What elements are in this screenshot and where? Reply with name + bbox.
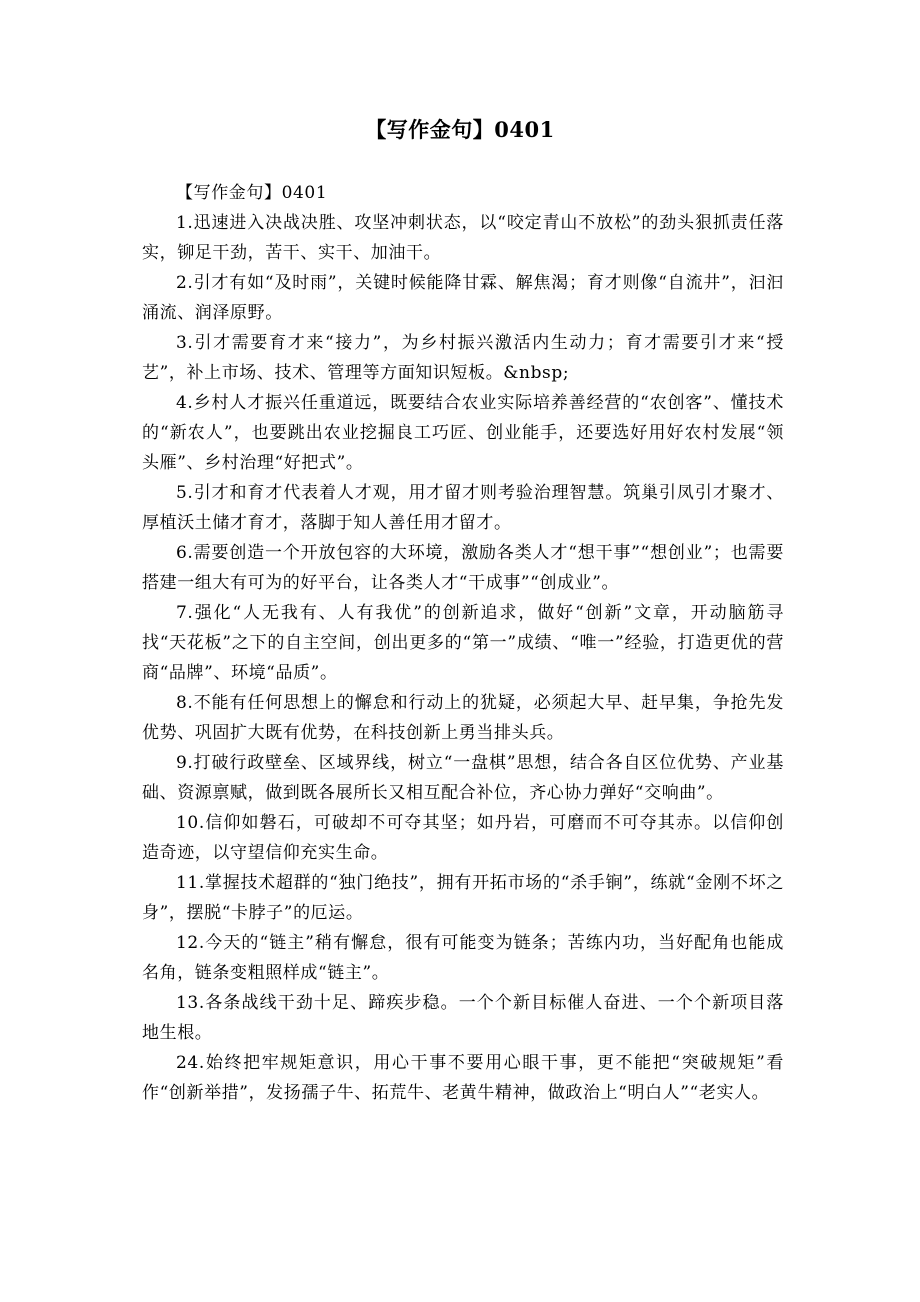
list-item: 2.引才有如“及时雨”，关键时候能降甘霖、解焦渴；育才则像“自流井”，汩汩涌流、润泽原野。 [142, 273, 784, 323]
list-item: 12.今天的“链主”稍有懈怠，很有可能变为链条；苦练内功，当好配角也能成名角，链条变粗照样成“链主”。 [142, 933, 784, 983]
list-item: 24.始终把牢规矩意识，用心干事不要用心眼干事，更不能把“突破规矩”看作“创新举措”，发扬孺子牛、拓荒牛、老黄牛精神，做政治上“明白人”“老实人。 [142, 1053, 784, 1103]
list-item: 4.乡村人才振兴任重道远，既要结合农业实际培养善经营的“农创客”、懂技术的“新农人”，也要跳出农业挖掘良工巧匠、创业能手，还要选好用好农村发展“领头雁”、乡村治理“好把式”。 [142, 393, 784, 473]
list-item: 8.不能有任何思想上的懈怠和行动上的犹疑，必须起大早、赶早集，争抢先发优势、巩固扩大既有优势，在科技创新上勇当排头兵。 [142, 693, 784, 743]
list-item: 5.引才和育才代表着人才观，用才留才则考验治理智慧。筑巢引凤引才聚才、厚植沃土储才育才，落脚于知人善任用才留才。 [142, 483, 784, 533]
list-item: 10.信仰如磐石，可破却不可夺其坚；如丹岩，可磨而不可夺其赤。以信仰创造奇迹，以守望信仰充实生命。 [142, 813, 784, 863]
list-item: 13.各条战线干劲十足、蹄疾步稳。一个个新目标催人奋进、一个个新项目落地生根。 [142, 993, 784, 1043]
list-item: 6.需要创造一个开放包容的大环境，激励各类人才“想干事”“想创业”；也需要搭建一组大有可为的好平台，让各类人才“干成事”“创成业”。 [142, 543, 784, 593]
page-title: 【写作金句】0401 [365, 117, 555, 142]
list-item: 11.掌握技术超群的“独门绝技”，拥有开拓市场的“杀手锏”，练就“金刚不坏之身”，摆脱“卡脖子”的厄运。 [142, 873, 784, 923]
list-item: 1.迅速进入决战决胜、攻坚冲刺状态，以“咬定青山不放松”的劲头狠抓责任落实，铆足干劲，苦干、实干、加油干。 [142, 213, 784, 263]
document-body [142, 178, 784, 1108]
list-item: 7.强化“人无我有、人有我优”的创新追求，做好“创新”文章，开动脑筋寻找“天花板”之下的自主空间，创出更多的“第一”成绩、“唯一”经验，打造更优的营商“品牌”、环境“品质”。 [142, 603, 784, 683]
list-item: 3.引才需要育才来“接力”，为乡村振兴激活内生动力；育才需要引才来“授艺”，补上市场、技术、管理等方面知识短板。&nbsp; [142, 333, 784, 383]
list-item: 9.打破行政壁垒、区域界线，树立“一盘棋”思想，结合各自区位优势、产业基础、资源禀赋，做到既各展所长又相互配合补位，齐心协力弹好“交响曲”。 [142, 753, 784, 803]
subtitle-paragraph: 【写作金句】0401 [176, 183, 328, 203]
